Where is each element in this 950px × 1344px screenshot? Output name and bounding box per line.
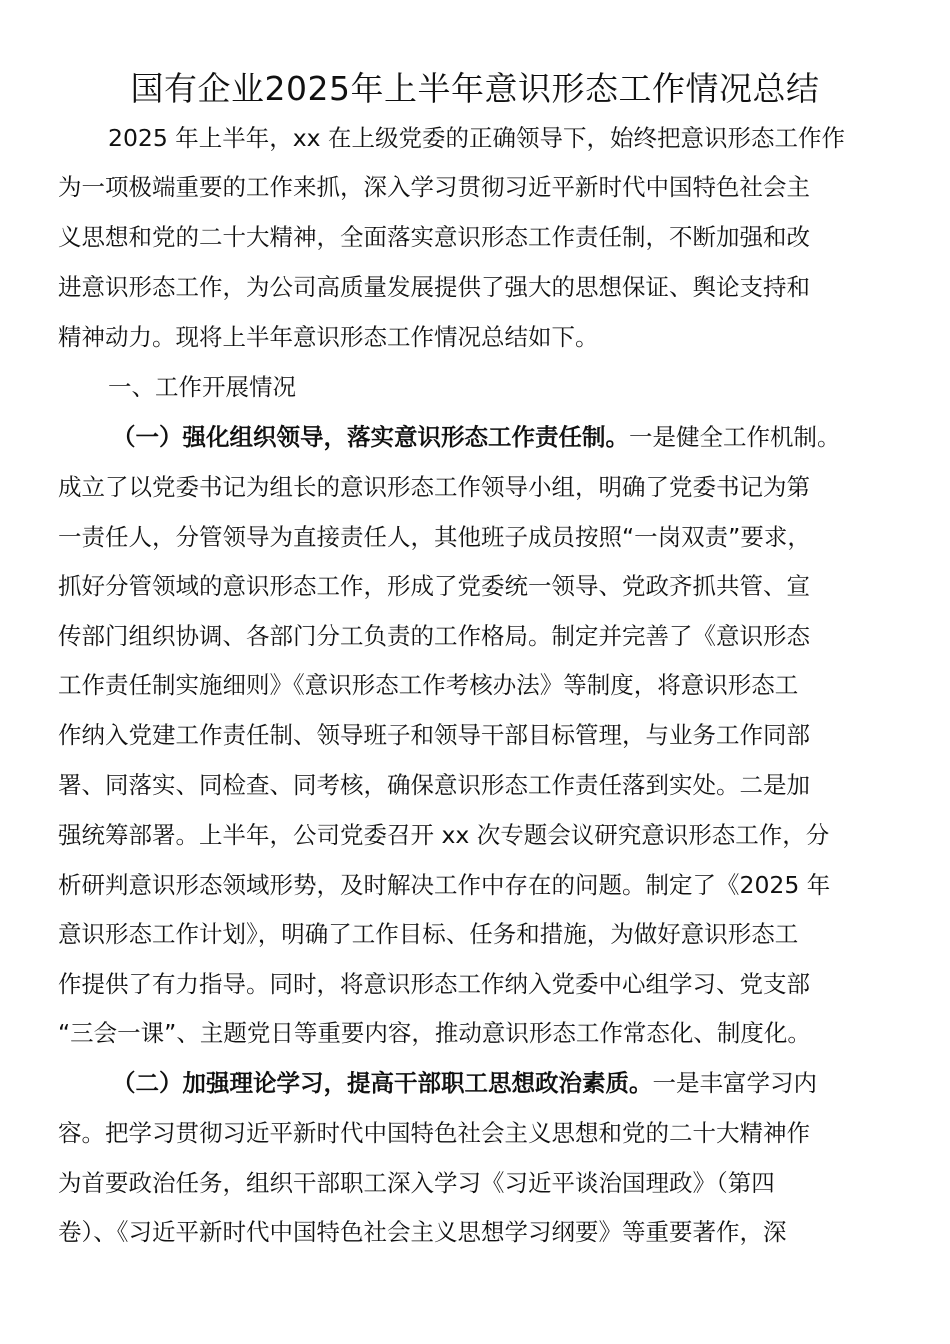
section-heading-1: 一、工作开展情况 [108, 373, 296, 401]
subsection-1-heading-tail: 一是健全工作机制。 [629, 423, 841, 451]
subsection-1-line: 工作责任制实施细则》《意识形态工作考核办法》等制度，将意识形态工 [58, 671, 799, 699]
intro-line-2: 为一项极端重要的工作来抓，深入学习贯彻习近平新时代中国特色社会主 [58, 173, 810, 201]
subsection-2-line: 卷）、《习近平新时代中国特色社会主义思想学习纲要》等重要著作，深 [58, 1218, 787, 1246]
subsection-1-line: 成立了以党委书记为组长的意识形态工作领导小组，明确了党委书记为第 [58, 473, 810, 501]
intro-line-1: 2025 年上半年，xx 在上级党委的正确领导下，始终把意识形态工作作 [108, 124, 846, 152]
subsection-1-line: 一责任人，分管领导为直接责任人，其他班子成员按照“一岗双责”要求， [58, 523, 811, 551]
subsection-2-first-line [112, 1063, 817, 1103]
intro-line-4: 进意识形态工作，为公司高质量发展提供了强大的思想保证、舆论支持和 [58, 273, 810, 301]
subsection-2-line: 容。把学习贯彻习近平新时代中国特色社会主义思想和党的二十大精神作 [58, 1119, 810, 1147]
subsection-2-line: 为首要政治任务，组织干部职工深入学习《习近平谈治国理政》（第四 [58, 1169, 775, 1197]
subsection-1-line: 传部门组织协调、各部门分工负责的工作格局。制定并完善了《意识形态 [58, 622, 810, 650]
intro-line-5: 精神动力。现将上半年意识形态工作情况总结如下。 [58, 323, 599, 351]
subsection-1-line: 作纳入党建工作责任制、领导班子和领导干部目标管理，与业务工作同部 [58, 721, 810, 749]
subsection-2-heading: （二）加强理论学习，提高干部职工思想政治素质。 [112, 1069, 653, 1097]
subsection-1-line: “三会一课”、主题党日等重要内容，推动意识形态工作常态化、制度化。 [58, 1019, 811, 1047]
subsection-1-line: 抓好分管领域的意识形态工作，形成了党委统一领导、党政齐抓共管、宣 [58, 572, 810, 600]
subsection-1-first-line [112, 417, 841, 457]
subsection-1-line: 意识形态工作计划》，明确了工作目标、任务和措施，为做好意识形态工 [58, 920, 799, 948]
intro-line-3: 义思想和党的二十大精神，全面落实意识形态工作责任制，不断加强和改 [58, 223, 810, 251]
subsection-2-heading-tail: 一是丰富学习内 [652, 1069, 817, 1097]
subsection-1-heading: （一）强化组织领导，落实意识形态工作责任制。 [112, 423, 629, 451]
subsection-1-line: 强统筹部署。上半年，公司党委召开 xx 次专题会议研究意识形态工作，分 [58, 821, 830, 849]
subsection-1-line: 析研判意识形态领域形势，及时解决工作中存在的问题。制定了《2025 年 [58, 871, 831, 899]
subsection-1-line: 署、同落实、同检查、同考核，确保意识形态工作责任落到实处。二是加 [58, 771, 810, 799]
document-title: 国有企业2025年上半年意识形态工作情况总结 [130, 69, 820, 108]
subsection-1-line: 作提供了有力指导。同时，将意识形态工作纳入党委中心组学习、党支部 [58, 970, 810, 998]
